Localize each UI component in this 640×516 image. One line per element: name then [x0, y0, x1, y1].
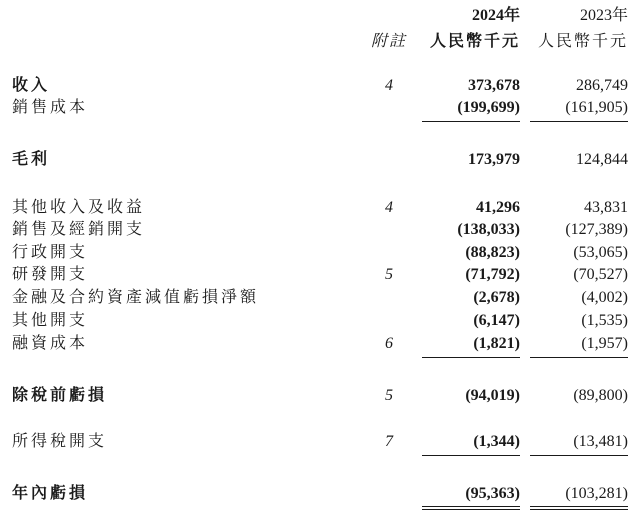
row-prior-revenue: 286,749	[576, 77, 628, 94]
row-label-revenue: 收入	[12, 77, 51, 94]
row-note-income-tax: 7	[385, 433, 393, 450]
row-prior-loss-for-year: (103,281)	[565, 485, 628, 502]
double-rule-current-bottom	[422, 509, 520, 510]
row-current-other-income: 41,296	[476, 199, 520, 216]
subtotal-rule-prior	[530, 357, 628, 358]
subtotal-rule-prior	[530, 455, 628, 456]
row-note-rd-expenses: 5	[385, 266, 393, 283]
double-rule-prior-bottom	[530, 509, 628, 510]
row-current-impairment-losses: (2,678)	[473, 289, 520, 306]
row-label-loss-before-tax: 除稅前虧損	[12, 387, 108, 404]
row-label-finance-costs: 融資成本	[12, 335, 89, 352]
row-prior-rd-expenses: (70,527)	[573, 266, 628, 283]
row-prior-selling-expenses: (127,389)	[565, 221, 628, 238]
row-current-loss-before-tax: (94,019)	[465, 387, 520, 404]
row-current-loss-for-year: (95,363)	[465, 485, 520, 502]
header-unit-prior: 人民幣千元	[537, 33, 628, 50]
row-prior-gross-profit: 124,844	[576, 151, 628, 168]
row-note-other-income: 4	[385, 199, 393, 216]
row-label-gross-profit: 毛利	[12, 151, 51, 168]
row-label-other-expenses: 其他開支	[12, 312, 89, 329]
row-label-cost-of-sales: 銷售成本	[12, 99, 89, 116]
row-current-income-tax: (1,344)	[473, 433, 520, 450]
double-rule-current-top	[422, 506, 520, 507]
row-prior-finance-costs: (1,957)	[581, 335, 628, 352]
header-year-prior: 2023年	[579, 7, 628, 24]
row-note-revenue: 4	[385, 77, 393, 94]
row-note-finance-costs: 6	[385, 335, 393, 352]
row-prior-cost-of-sales: (161,905)	[565, 99, 628, 116]
row-prior-loss-before-tax: (89,800)	[573, 387, 628, 404]
header-unit-current: 人民幣千元	[429, 33, 520, 50]
header-note-label: 附註	[370, 33, 407, 50]
subtotal-rule-current	[422, 357, 520, 358]
row-current-gross-profit: 173,979	[468, 151, 520, 168]
row-prior-admin-expenses: (53,065)	[573, 244, 628, 261]
row-label-admin-expenses: 行政開支	[12, 244, 89, 261]
double-rule-prior-top	[530, 506, 628, 507]
subtotal-rule-current	[422, 455, 520, 456]
row-label-other-income: 其他收入及收益	[12, 199, 146, 216]
row-label-rd-expenses: 研發開支	[12, 266, 89, 283]
row-current-other-expenses: (6,147)	[473, 312, 520, 329]
subtotal-rule-prior	[530, 121, 628, 122]
row-label-selling-expenses: 銷售及經銷開支	[12, 221, 146, 238]
row-current-selling-expenses: (138,033)	[457, 221, 520, 238]
row-current-rd-expenses: (71,792)	[465, 266, 520, 283]
row-current-finance-costs: (1,821)	[473, 335, 520, 352]
row-label-loss-for-year: 年內虧損	[12, 485, 89, 502]
row-label-impairment-losses: 金融及合約資產減值虧損淨額	[12, 289, 260, 306]
row-note-loss-before-tax: 5	[385, 387, 393, 404]
row-prior-income-tax: (13,481)	[573, 433, 628, 450]
row-current-revenue: 373,678	[468, 77, 520, 94]
row-prior-other-income: 43,831	[584, 199, 628, 216]
row-current-admin-expenses: (88,823)	[465, 244, 520, 261]
row-prior-impairment-losses: (4,002)	[581, 289, 628, 306]
header-year-current: 2024年	[471, 7, 520, 24]
row-prior-other-expenses: (1,535)	[581, 312, 628, 329]
subtotal-rule-current	[422, 121, 520, 122]
row-label-income-tax: 所得稅開支	[12, 433, 108, 450]
row-current-cost-of-sales: (199,699)	[457, 99, 520, 116]
